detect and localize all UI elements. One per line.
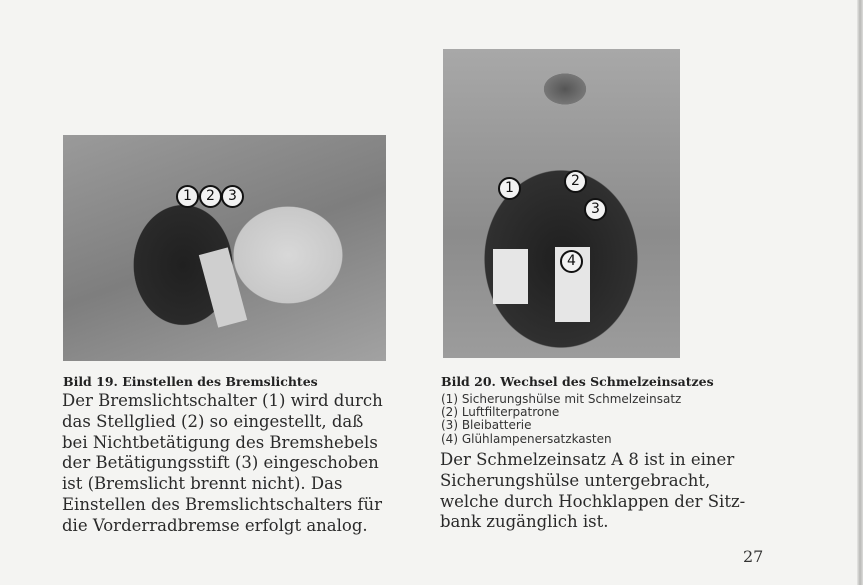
figure-19-photo [63,135,386,361]
callout-3: 3 [584,198,607,221]
body-line: bank zugänglich ist. [440,512,609,532]
body-line: ist (Bremslicht brennt nicht). Das [62,474,343,494]
figure-20-photo [443,49,680,358]
page-number: 27 [743,547,764,566]
figure-19-caption: Bild 19. Einstellen des Bremslichtes [63,374,318,389]
figure-20-caption: Bild 20. Wechsel des Schmelzeinsatzes [441,374,714,389]
legend-item: (2) Luftfilterpatrone [441,405,560,420]
body-line: Sicherungshülse untergebracht, [440,470,711,490]
callout-2: 2 [199,185,222,208]
legend-item: (3) Bleibatterie [441,418,532,433]
body-line: Einstellen des Bremslichtschalters für [62,494,383,514]
figure-20-legend [441,393,681,446]
callout-3: 3 [221,185,244,208]
body-line: bei Nichtbetätigung des Bremshebels [62,432,378,452]
body-line: Der Bremslichtschalter (1) wird durch [62,391,383,410]
callout-1: 1 [176,185,199,208]
figure-20-body [440,450,745,533]
body-line: welche durch Hochklappen der Sitz- [440,491,746,511]
body-line: der Betätigungsstift (3) eingeschoben [62,453,379,473]
legend-item: (4) Glühlampenersatzkasten [441,431,612,446]
legend-item: (1) Sicherungshülse mit Schmelzeinsatz [441,392,682,406]
callout-4: 4 [560,250,583,273]
callout-2: 2 [564,170,587,193]
callout-1: 1 [498,177,521,200]
fuse-holder-block [493,249,528,304]
body-line: das Stellglied (2) so eingestellt, daß [62,411,364,431]
figure-19-body [62,391,383,537]
brake-lever-arm [199,247,247,327]
body-line: die Vorderradbremse erfolgt analog. [62,515,368,535]
page-edge [857,0,863,585]
body-line: Der Schmelzeinsatz A 8 ist in einer [440,450,735,469]
